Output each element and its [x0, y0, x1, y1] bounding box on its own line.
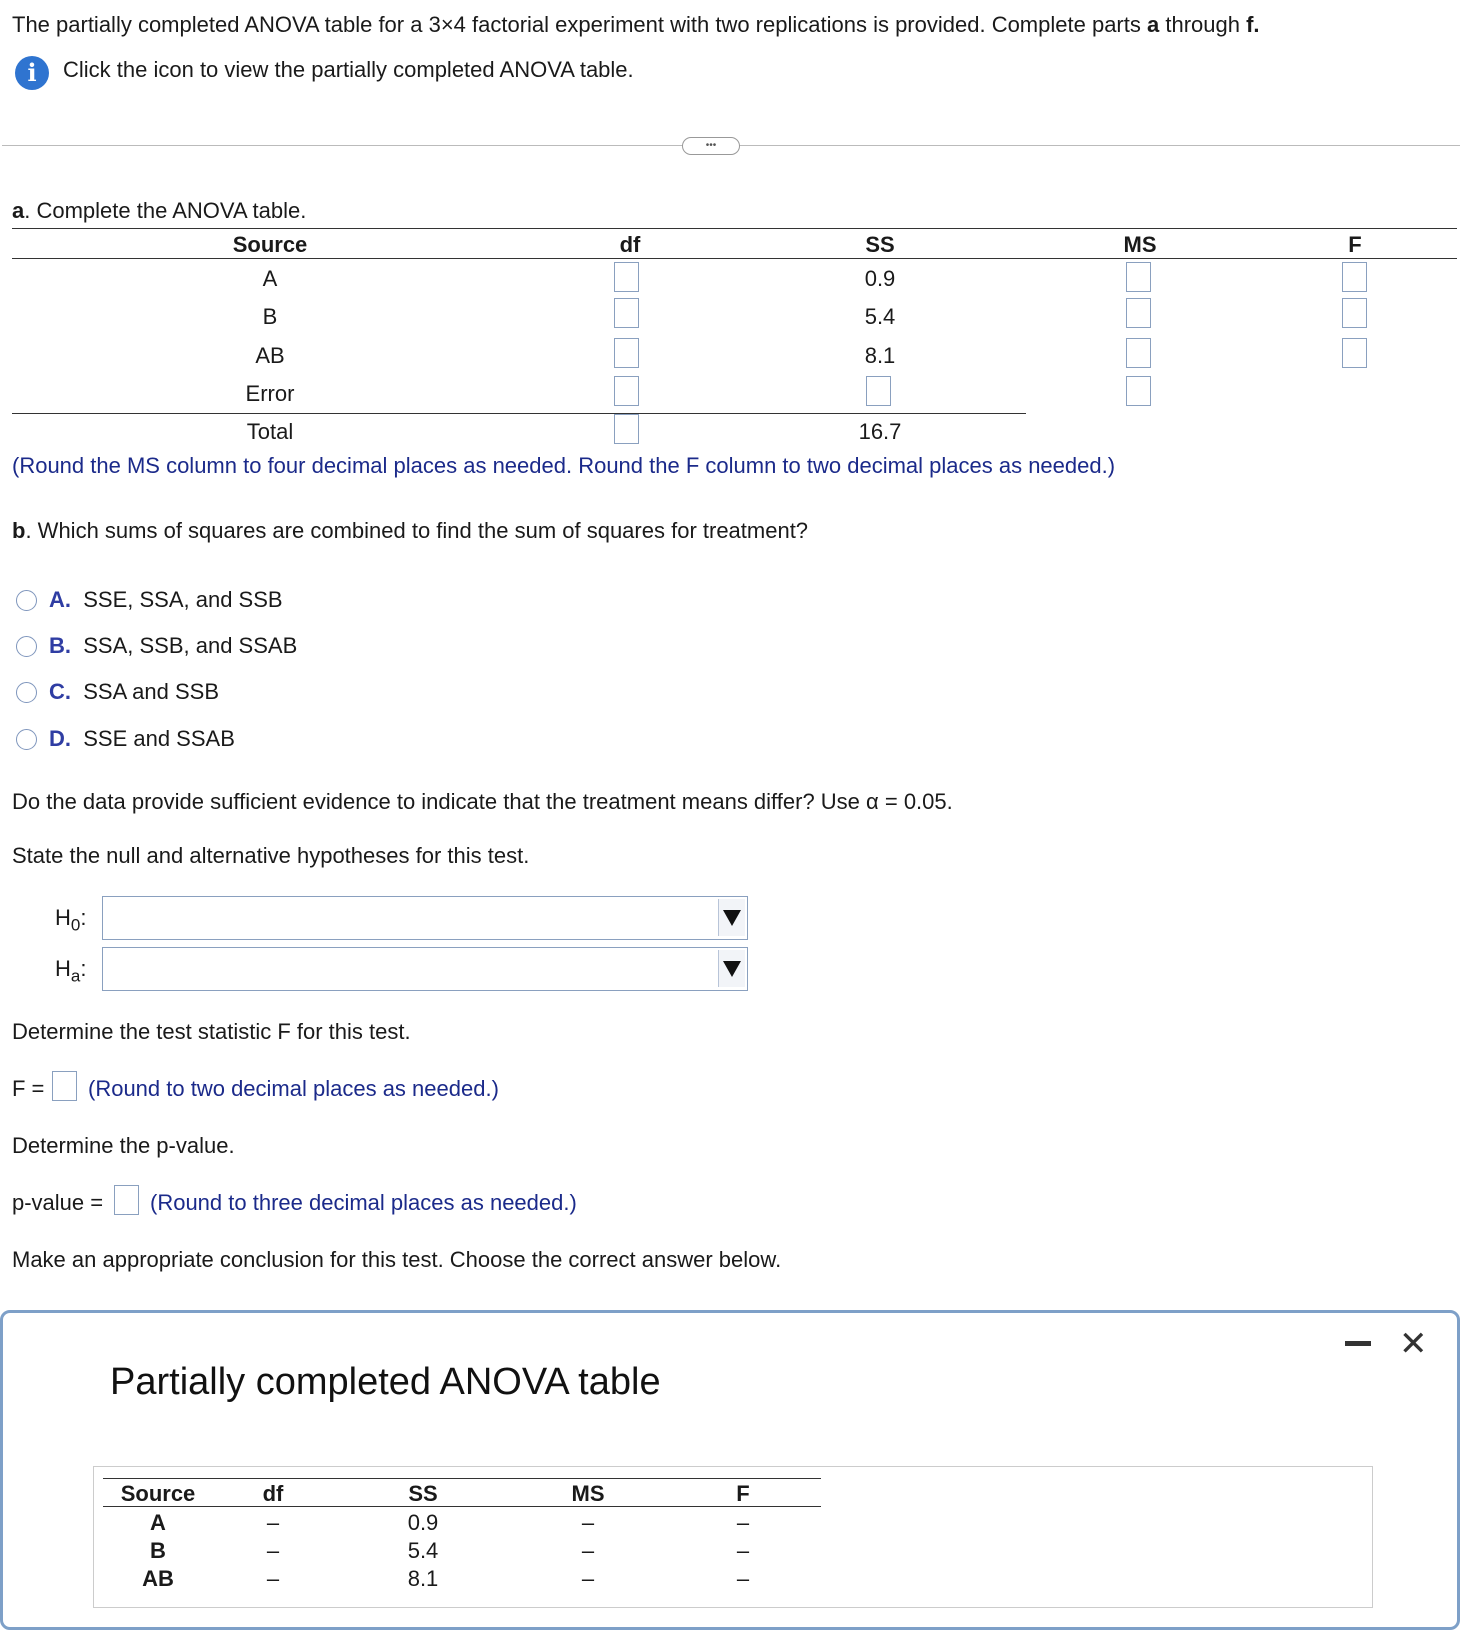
popup-row-ms: –: [581, 1566, 595, 1591]
row-source: B: [262, 304, 278, 329]
dropdown-arrow-icon[interactable]: [718, 899, 745, 936]
popup-row-f: –: [736, 1510, 750, 1535]
header-f: F: [1348, 232, 1362, 257]
popup-header-ss: SS: [408, 1481, 438, 1506]
df-error-input[interactable]: [614, 376, 639, 406]
f-statistic-input[interactable]: [52, 1071, 77, 1101]
popup-row-f: –: [736, 1538, 750, 1563]
popup-header-df: df: [262, 1481, 284, 1506]
h0-label: $H_0$:: [55, 905, 87, 935]
popup-header-source: Source: [120, 1481, 196, 1506]
header-source: Source: [232, 232, 308, 257]
f-prompt: Determine the test statistic F for this test.: [12, 1019, 411, 1044]
popup-header-f: F: [736, 1481, 750, 1506]
popup-row-source: B: [150, 1538, 166, 1563]
info-link-text[interactable]: Click the icon to view the partially completed ANOVA table.: [63, 57, 634, 82]
popup-row-df: –: [266, 1566, 280, 1591]
evidence-question: Do the data provide sufficient evidence to indicate that the treatment means differ? Use α = 0.05.: [12, 789, 953, 814]
df-total-input[interactable]: [614, 414, 639, 444]
popup-title: Partially completed ANOVA table: [110, 1361, 661, 1403]
h0-select[interactable]: [102, 896, 748, 940]
popup-row-source: AB: [142, 1566, 174, 1591]
choice-c-radio[interactable]: [16, 682, 37, 703]
popup-row-ms: –: [581, 1510, 595, 1535]
p-prompt: Determine the p-value.: [12, 1133, 235, 1158]
header-ss: SS: [865, 232, 895, 257]
row-source: AB: [255, 343, 285, 368]
row-ss: 5.4: [864, 304, 896, 329]
popup-row-ss: 0.9: [407, 1510, 439, 1535]
choice-d-radio[interactable]: [16, 729, 37, 750]
popup-row-source: A: [150, 1510, 166, 1535]
row-ss: 8.1: [864, 343, 896, 368]
row-source: A: [262, 266, 278, 291]
info-icon[interactable]: i: [15, 56, 49, 90]
choice-d[interactable]: D. SSE and SSAB: [49, 726, 235, 751]
minimize-icon[interactable]: [1345, 1341, 1371, 1346]
f-ab-input[interactable]: [1342, 338, 1367, 368]
df-b-input[interactable]: [614, 298, 639, 328]
popup-row-ss: 5.4: [407, 1538, 439, 1563]
choice-a[interactable]: A. SSE, SSA, and SSB: [49, 587, 283, 612]
header-df: df: [619, 232, 641, 257]
close-icon[interactable]: ✕: [1399, 1325, 1428, 1363]
popup-table-header-rule: [103, 1506, 821, 1507]
popup-table-top-rule: [103, 1478, 821, 1479]
f-b-input[interactable]: [1342, 298, 1367, 328]
row-ss: 16.7: [858, 419, 902, 444]
df-ab-input[interactable]: [614, 338, 639, 368]
expand-ellipsis-button[interactable]: •••: [682, 137, 740, 155]
part-b-question: b. Which sums of squares are combined to find the sum of squares for treatment?: [12, 518, 809, 543]
p-value-input[interactable]: [114, 1185, 139, 1215]
header-ms: MS: [1123, 232, 1157, 257]
ms-ab-input[interactable]: [1126, 338, 1151, 368]
choice-a-radio[interactable]: [16, 590, 37, 611]
p-label: p-value =: [12, 1190, 104, 1215]
choice-b-radio[interactable]: [16, 636, 37, 657]
df-a-input[interactable]: [614, 262, 639, 292]
problem-statement: The partially completed ANOVA table for a 3×4 factorial experiment with two replications is provided. Complete parts a through f.: [12, 12, 1260, 37]
popup-row-ms: –: [581, 1538, 595, 1563]
popup-row-ss: 8.1: [407, 1566, 439, 1591]
rounding-note: (Round the MS column to four decimal places as needed. Round the F column to two decimal places as needed.): [12, 453, 1116, 478]
row-source: Error: [245, 381, 295, 406]
total-rule: [12, 413, 1026, 414]
part-a-title: a. Complete the ANOVA table.: [12, 198, 307, 223]
ha-select[interactable]: [102, 947, 748, 991]
ms-a-input[interactable]: [1126, 262, 1151, 292]
ss-error-input[interactable]: [866, 376, 891, 406]
row-source: Total: [246, 419, 294, 444]
popup-header-ms: MS: [571, 1481, 605, 1506]
hypotheses-prompt: State the null and alternative hypotheses for this test.: [12, 843, 530, 868]
choice-b[interactable]: B. SSA, SSB, and SSAB: [49, 633, 298, 658]
f-label: F =: [12, 1076, 45, 1101]
p-round-note: (Round to three decimal places as needed.): [150, 1190, 577, 1215]
table-top-rule: [12, 228, 1457, 229]
ha-label: $H_a$:: [55, 956, 87, 986]
ms-error-input[interactable]: [1126, 376, 1151, 406]
popup-row-df: –: [266, 1510, 280, 1535]
popup-row-f: –: [736, 1566, 750, 1591]
row-ss: 0.9: [864, 266, 896, 291]
f-a-input[interactable]: [1342, 262, 1367, 292]
f-round-note: (Round to two decimal places as needed.): [88, 1076, 499, 1101]
dropdown-arrow-icon[interactable]: [718, 950, 745, 987]
table-header-rule: [12, 258, 1457, 259]
choice-c[interactable]: C. SSA and SSB: [49, 679, 219, 704]
anova-popup: [0, 1310, 1460, 1630]
popup-row-df: –: [266, 1538, 280, 1563]
ms-b-input[interactable]: [1126, 298, 1151, 328]
conclusion-prompt: Make an appropriate conclusion for this test. Choose the correct answer below.: [12, 1247, 782, 1272]
